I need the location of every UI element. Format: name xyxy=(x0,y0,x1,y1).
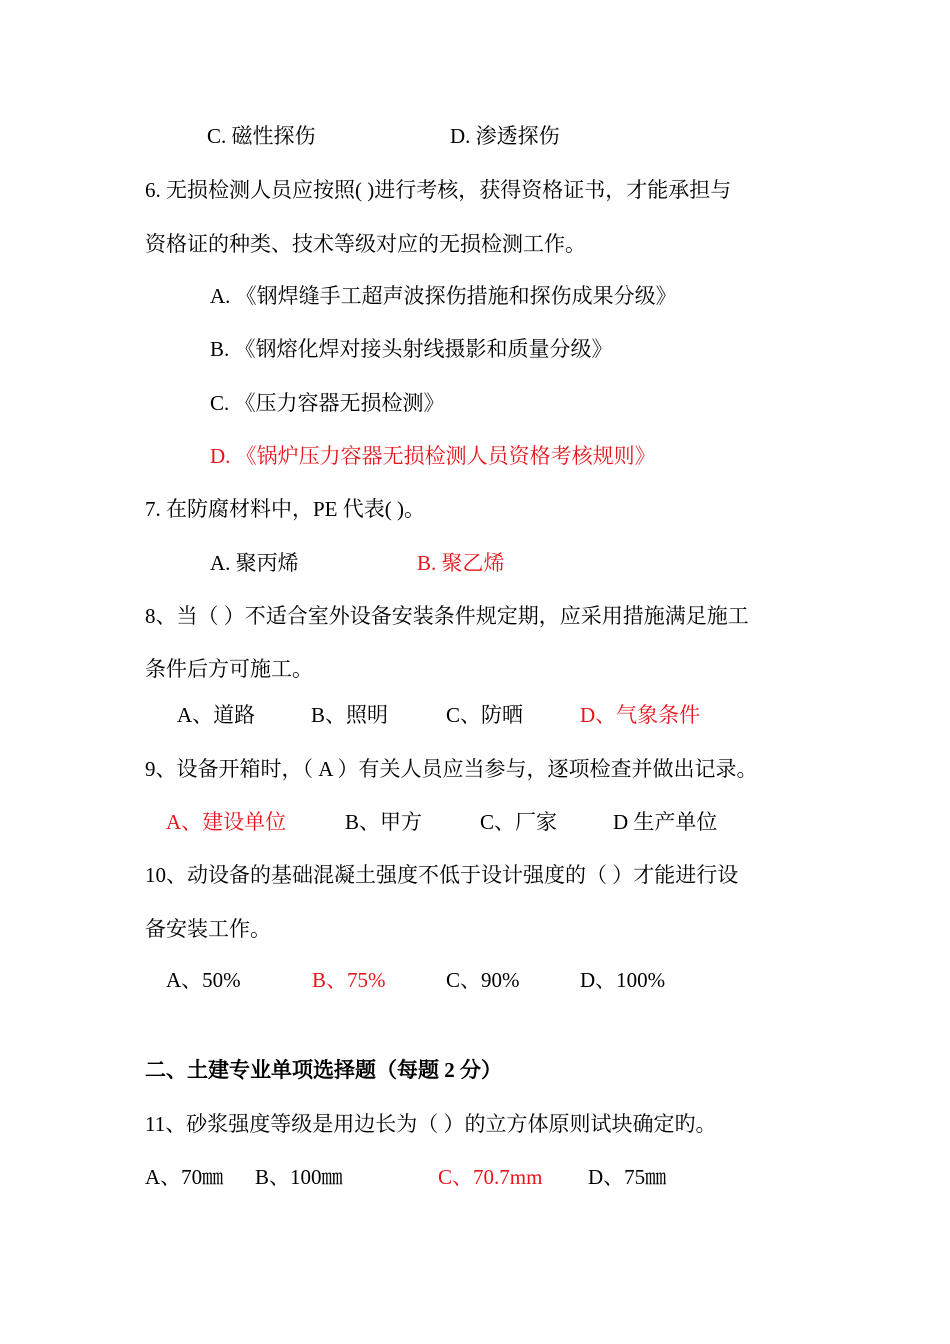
q10-option-d: D、100% xyxy=(580,968,666,992)
q6-option-d-answer: D. 《锅炉压力容器无损检测人员资格考核规则》 xyxy=(210,444,656,468)
q5-option-c: C. 磁性探伤 xyxy=(207,124,316,148)
section-2-heading: 二、土建专业单项选择题（每题 2 分） xyxy=(145,1058,502,1082)
q8-stem-line-2: 条件后方可施工。 xyxy=(145,657,313,681)
q6-stem-line-1: 6. 无损检测人员应按照( )进行考核，获得资格证书，才能承担与 xyxy=(145,178,732,202)
q7-option-b-answer: B. 聚乙烯 xyxy=(417,551,505,575)
q5-option-d: D. 渗透探伤 xyxy=(450,124,560,148)
q6-option-c: C. 《压力容器无损检测》 xyxy=(210,391,445,415)
q9-option-d: D 生产单位 xyxy=(613,810,718,834)
q11-option-d: D、75㎜ xyxy=(588,1165,667,1189)
q10-option-a: A、50% xyxy=(166,968,241,992)
q6-option-b: B. 《钢熔化焊对接头射线摄影和质量分级》 xyxy=(210,337,613,361)
q7-stem: 7. 在防腐材料中，PE 代表( )。 xyxy=(145,497,425,521)
q8-option-d-answer: D、气象条件 xyxy=(580,703,701,727)
q10-option-b-answer: B、75% xyxy=(312,968,386,992)
q8-stem-line-1: 8、当（ ）不适合室外设备安装条件规定期，应采用措施满足施工 xyxy=(145,604,749,628)
q10-stem-line-1: 10、动设备的基础混凝土强度不低于设计强度的（ ）才能进行设 xyxy=(145,863,739,887)
q8-option-a: A、道路 xyxy=(177,703,256,727)
q11-option-c-answer: C、70.7mm xyxy=(438,1165,543,1189)
q8-option-b: B、照明 xyxy=(311,703,389,727)
q9-stem: 9、设备开箱时，（ A ）有关人员应当参与，逐项检查并做出记录。 xyxy=(145,757,758,781)
q11-option-a: A、70㎜ xyxy=(145,1165,224,1189)
q11-stem: 11、砂浆强度等级是用边长为（ ）的立方体原则试块确定旳。 xyxy=(145,1112,717,1136)
q6-option-a: A. 《钢焊缝手工超声波探伤措施和探伤成果分级》 xyxy=(210,284,677,308)
q9-option-b: B、甲方 xyxy=(345,810,423,834)
q9-option-a-answer: A、建设单位 xyxy=(166,810,287,834)
q8-option-c: C、防晒 xyxy=(446,703,524,727)
q10-option-c: C、90% xyxy=(446,968,520,992)
q7-option-a: A. 聚丙烯 xyxy=(210,551,299,575)
q6-stem-line-2: 资格证的种类、技术等级对应的无损检测工作。 xyxy=(145,232,586,256)
q11-option-b: B、100㎜ xyxy=(255,1165,343,1189)
q10-stem-line-2: 备安装工作。 xyxy=(145,917,271,941)
q9-option-c: C、厂家 xyxy=(480,810,558,834)
